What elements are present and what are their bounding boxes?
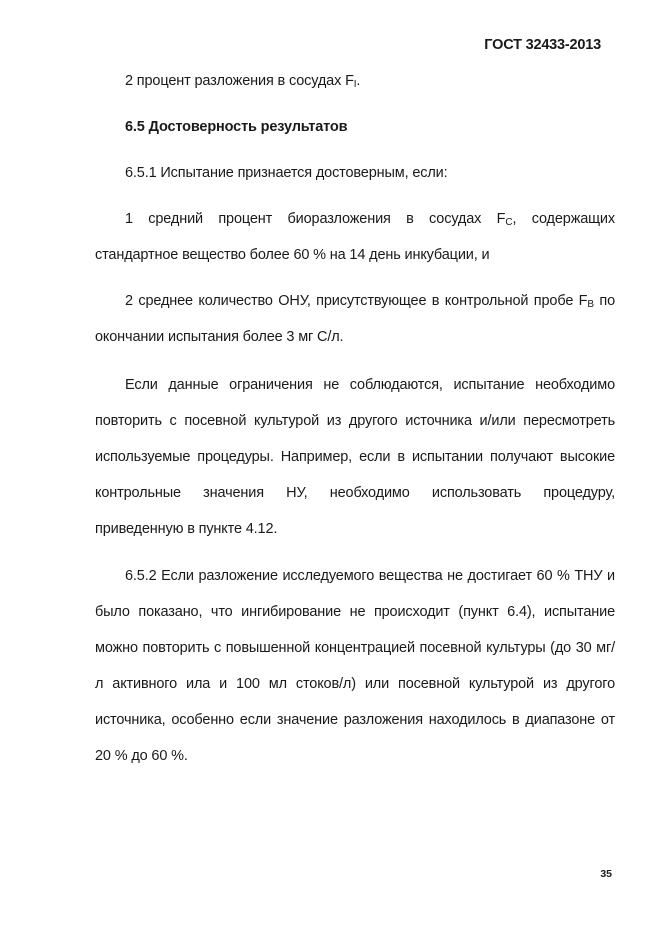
section-heading (95, 109, 615, 145)
paragraph-6-5-1 (95, 155, 615, 191)
document-code: ГОСТ 32433-2013 (484, 37, 601, 53)
paragraph-tail: . (356, 73, 361, 89)
paragraph-6-5-2 (95, 558, 615, 774)
paragraph-limitations (95, 367, 615, 547)
subscript: C (505, 217, 513, 228)
paragraph-text: 1 средний процент биоразложения в сосудах F (125, 211, 506, 227)
paragraph-text: 6.5.2 Если разложение исследуемого вещества не достигает 60 % ТНУ и было показано, что ингибирование не происходит (пункт 6.4), испытание можно повторить с повышенной концентрацией посевной культуры (до 30 мг/л активного ила и 100 мл стоков/л) или посевной культурой из другого источника, особенно если значение разложения находилось в диапазоне от 20 % до 60 %. (95, 568, 615, 764)
paragraph-decomposition-fi (95, 63, 615, 99)
paragraph-tail: по окончании испытания более 3 мг С/л. (95, 293, 615, 345)
subscript: B (587, 299, 594, 310)
heading-text: 6.5 Достоверность результатов (125, 119, 348, 135)
paragraph-text: 2 процент разложения в сосудах F (125, 73, 354, 89)
subscript: I (353, 79, 357, 90)
paragraph-text: 6.5.1 Испытание признается достоверным, если: (125, 165, 448, 181)
paragraph-tail: , содержащих стандартное вещество более 60 % на 14 день инкубации, и (95, 211, 615, 263)
paragraph-text: Если данные ограничения не соблюдаются, испытание необходимо повторить с посевной культурой из другого источника и/или пересмотреть используемые процедуры. Например, если в испытании получают высокие контрольные значения НУ, необходимо использовать процедуру, приведенную в пункте 4.12. (95, 377, 615, 537)
page-number: 35 (600, 868, 612, 880)
paragraph-condition-1 (95, 201, 615, 273)
paragraph-text: 2 среднее количество ОНУ, присутствующее в контрольной пробе F (125, 293, 588, 309)
paragraph-condition-2 (95, 283, 615, 355)
